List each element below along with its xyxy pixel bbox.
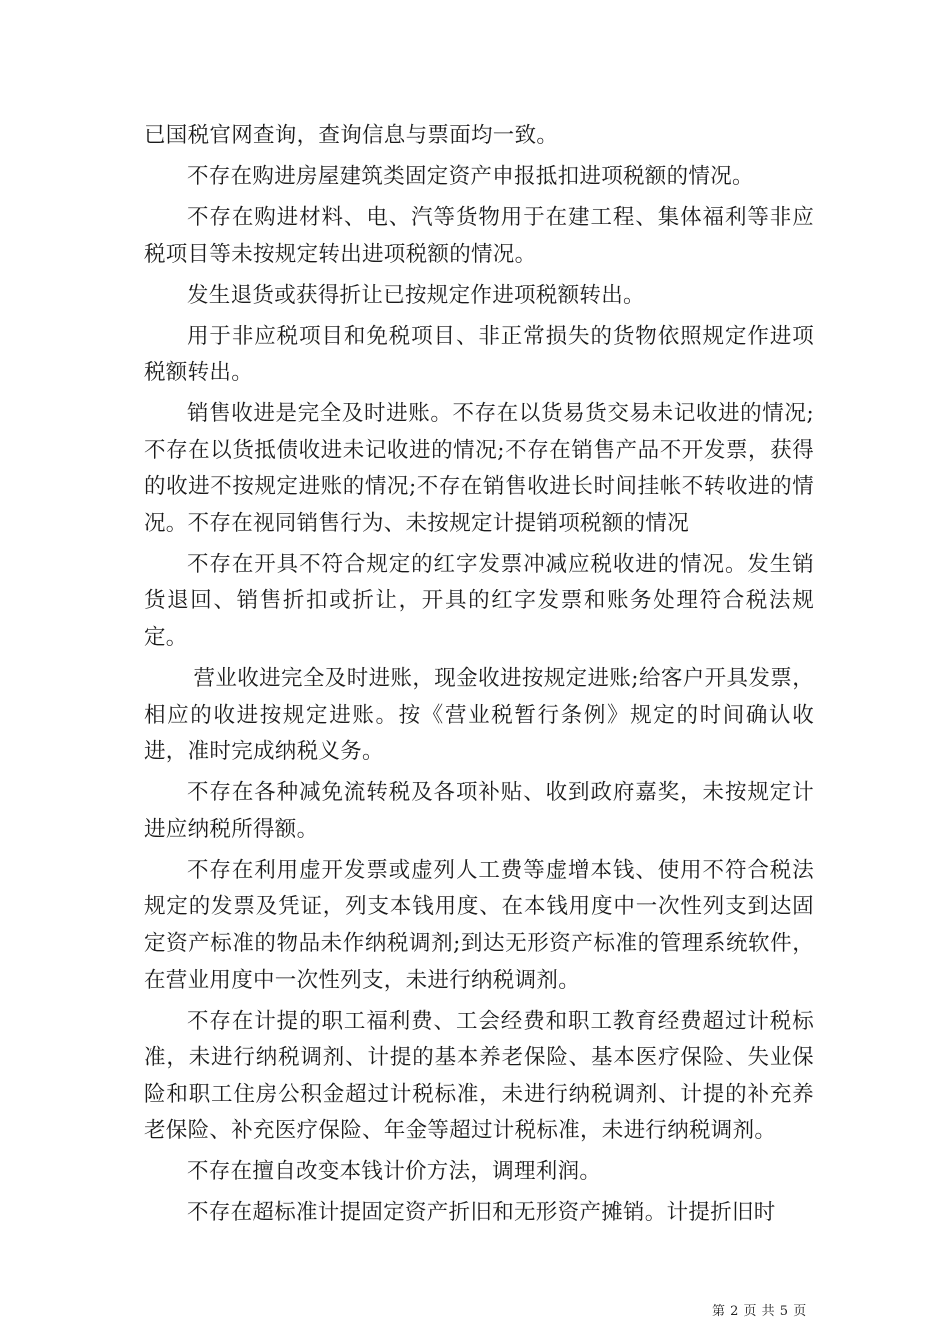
paragraph: 营业收进完全及时进账，现金收进按规定进账;给客户开具发票，相应的收进按规定进账。按《营业税暂行条例》规定的时间确认收进，准时完成纳税义务。 <box>144 666 814 765</box>
paragraph: 不存在购进材料、电、汽等货物用于在建工程、集体福利等非应税项目等未按规定转出进项税额的情况。 <box>144 204 814 267</box>
paragraph: 不存在购进房屋建筑类固定资产申报抵扣进项税额的情况。 <box>187 163 754 189</box>
paragraph: 已国税官网查询，查询信息与票面均一致。 <box>144 123 559 148</box>
document-body <box>144 118 814 1236</box>
paragraph: 不存在擅自改变本钱计价方法，调理利润。 <box>187 1159 602 1185</box>
paragraph: 不存在超标准计提固定资产折旧和无形资产摊销。计提折旧时 <box>187 1200 776 1226</box>
paragraph: 用于非应税项目和免税项目、非正常损失的货物依照规定作进项税额转出。 <box>144 323 814 386</box>
paragraph: 发生退货或获得折让已按规定作进项税额转出。 <box>187 282 645 308</box>
paragraph: 不存在利用虚开发票或虚列人工费等虚增本钱、使用不符合税法规定的发票及凭证，列支本钱用度、在本钱用度中一次性列支到达固定资产标准的物品未作纳税调剂;到达无形资产标准的管理系统软件，在营业用度中一次性列支，未进行纳税调剂。 <box>144 857 814 993</box>
paragraph: 销售收进是完全及时进账。不存在以货易货交易未记收进的情况;不存在以货抵债收进未记收进的情况;不存在销售产品不开发票，获得的收进不按规定进账的情况;不存在销售收进长时间挂帐不转收进的情况。不存在视同销售行为、未按规定计提销项税额的情况 <box>144 401 814 536</box>
page-number-footer: 第 2 页 共 5 页 <box>712 1304 807 1319</box>
paragraph: 不存在各种减免流转税及各项补贴、收到政府嘉奖，未按规定计进应纳税所得额。 <box>144 780 814 842</box>
paragraph: 不存在开具不符合规定的红字发票冲减应税收进的情况。发生销货退回、销售折扣或折让，开具的红字发票和账务处理符合税法规定。 <box>144 551 814 651</box>
paragraph: 不存在计提的职工福利费、工会经费和职工教育经费超过计税标准，未进行纳税调剂、计提的基本养老保险、基本医疗保险、失业保险和职工住房公积金超过计税标准，未进行纳税调剂、计提的补充养老保险、补充医疗保险、年金等超过计税标准，未进行纳税调剂。 <box>144 1008 814 1144</box>
